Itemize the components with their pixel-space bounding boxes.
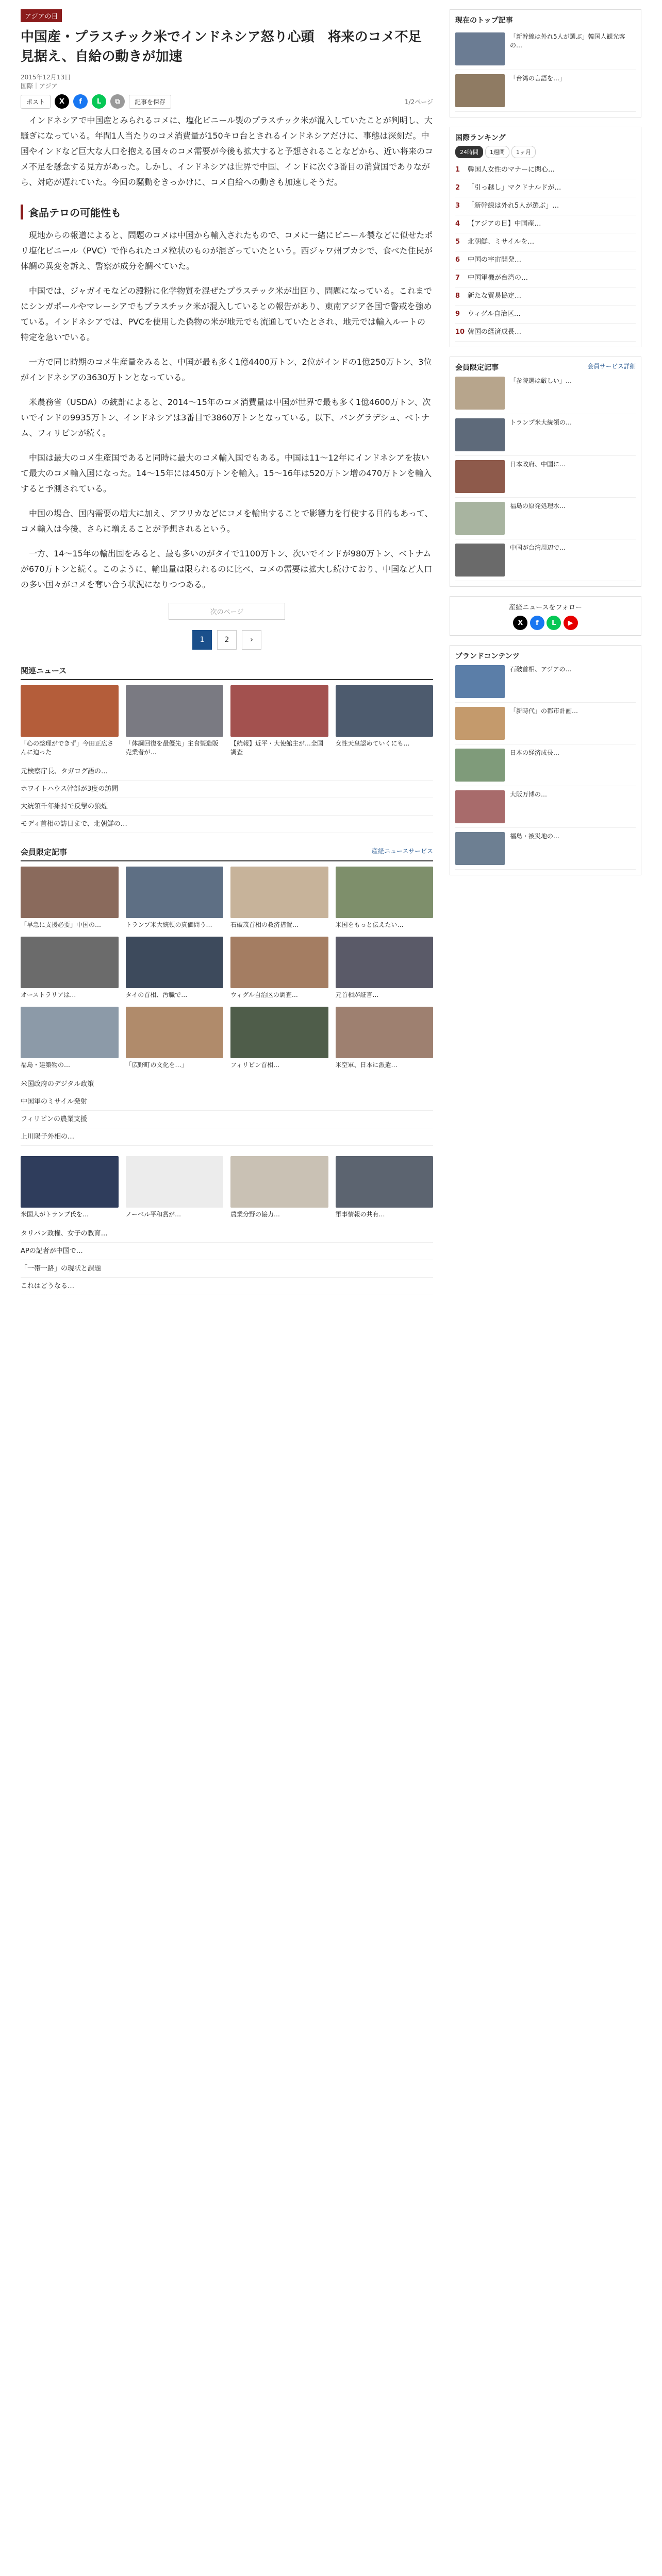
main-column — [21, 9, 433, 1295]
ranking-item[interactable]: 4 【アジアの目】中国産… — [455, 215, 636, 233]
grid-card[interactable]: 石破茂首相の救済措置… — [230, 867, 328, 929]
promo-grid — [21, 1156, 433, 1219]
sidebar — [450, 9, 641, 885]
ranking-item[interactable]: 2 「引っ越し」マクドナルドが… — [455, 179, 636, 197]
ranking-item[interactable]: 5 北朝鮮、ミサイルを… — [455, 233, 636, 251]
promo-item[interactable]: 「新時代」の都市計画… — [455, 703, 636, 744]
link-icon[interactable]: ⧉ — [110, 94, 125, 109]
article-category[interactable]: 国際｜アジア — [21, 82, 58, 90]
article-title: 中国産・プラスチック米でインドネシア怒り心頭 将来のコメ不足見据え、自給の動きが加速 — [21, 29, 422, 64]
list-item[interactable]: 米国政府のデジタル政策 — [21, 1076, 433, 1093]
promo-item[interactable]: 大阪万博の… — [455, 786, 636, 828]
list-item[interactable]: これはどうなる… — [21, 1278, 433, 1295]
top-news-item[interactable]: 「台湾の言語を…」 — [455, 70, 636, 112]
promo-box — [450, 645, 641, 875]
grid-card[interactable]: 「広野町の文化を…」 — [126, 1007, 224, 1070]
grid-card[interactable]: オーストラリアは… — [21, 937, 119, 999]
article-tag[interactable]: アジアの目 — [21, 9, 62, 22]
list-item[interactable]: 中国軍のミサイル発射 — [21, 1093, 433, 1111]
ranking-list — [455, 161, 636, 342]
paragraph: 米農務省（USDA）の統計によると、2014～15年のコメ消費量は中国が世界で最も多く1億4600万トン、次いでインドの9935万トン、インドネシアは3番目で3860万トンとなっている。以下、バングラデシュ、ベトナム、フィリピンが続く。 — [21, 397, 431, 438]
facebook-icon[interactable]: f — [530, 616, 544, 630]
top-news-item[interactable]: 「新幹線は外れ5人が選ぶ」韓国人観光客の… — [455, 28, 636, 70]
page-1[interactable]: 1 — [192, 630, 212, 650]
grid-card[interactable]: 米空軍、日本に派遣… — [336, 1007, 434, 1070]
save-button[interactable]: 記事を保存 — [129, 95, 171, 109]
tab-month[interactable]: 1ヶ月 — [511, 146, 536, 158]
next-page[interactable]: 次のページ — [21, 603, 433, 620]
related-header: 関連ニュース — [21, 662, 433, 680]
ranking-box — [450, 127, 641, 347]
ranking-tabs — [455, 146, 636, 158]
youtube-icon[interactable]: ▶ — [564, 616, 578, 630]
related-card[interactable]: 【続報】近平・大使館主が…全国調査 — [230, 685, 328, 757]
pagination — [21, 630, 433, 650]
list-item[interactable]: 上川陽子外相の… — [21, 1128, 433, 1146]
paragraph: 現地からの報道によると、問題のコメは中国から輸入されたもので、コメに一緒にビニール製などに似せたポリ塩化ビニール（PVC）で作られたコメ粒状のものが混ざっていたという。西ジャワ州ブカシで、食べた住民が体調の異変を訴え、警察が成分を調べていた。 — [21, 230, 433, 271]
ranking-head: 国際ランキング — [455, 134, 506, 142]
grid-texts — [21, 1076, 433, 1146]
article-body — [21, 113, 433, 592]
related-card[interactable]: 女性天皇認めていくにも… — [336, 685, 434, 757]
follow-box — [450, 596, 641, 636]
promo-card[interactable]: 農業分野の協力… — [230, 1156, 328, 1219]
member-item[interactable]: 「参院選は厳しい」… — [455, 372, 636, 414]
paragraph: 中国では、ジャガイモなどの澱粉に化学物質を混ぜたプラスチック米が出回り、問題になっている。これまでにシンガポールやマレーシアでもプラスチック米が混入しているとの報告があり、東南アジア各国で警戒を強めている。インドネシアでは、PVCを使用した偽物の米が地元でも流通していたとされ、地元では輸入ルートの特定を急いでいる。 — [21, 286, 432, 342]
post-button[interactable]: ポスト — [21, 95, 51, 109]
ranking-item[interactable]: 1 韓国人女性のマナーに関心… — [455, 161, 636, 179]
list-item[interactable]: タリバン政権、女子の教育… — [21, 1225, 433, 1243]
ranking-item[interactable]: 7 中国軍機が台湾の… — [455, 269, 636, 287]
promo-card[interactable]: 米国人がトランプ氏を… — [21, 1156, 119, 1219]
list-item[interactable]: 大統領千年維持で反撃の狼煙 — [21, 798, 433, 816]
recommend-header: 会員限定記事 産経ニュースサービス — [21, 843, 433, 861]
top-news-head: 現在のトップ記事 — [455, 16, 513, 25]
grid-card[interactable]: フィリピン首相… — [230, 1007, 328, 1070]
recommend-grid — [21, 867, 433, 1070]
list-item[interactable]: 元検察庁長、タガログ語の… — [21, 763, 433, 781]
promo-item[interactable]: 福島・被災地の… — [455, 828, 636, 870]
related-card[interactable]: 「体調回復を最優先」主食製造販売業者が… — [126, 685, 224, 757]
list-item[interactable]: ホワイトハウス幹部が3度の訪問 — [21, 781, 433, 798]
grid-card[interactable]: 「早急に支援必要」中国の… — [21, 867, 119, 929]
ranking-item[interactable]: 9 ウィグル自治区… — [455, 306, 636, 324]
tab-24h[interactable]: 24時間 — [455, 146, 483, 158]
follow-label: 産経ニュースをフォロー — [509, 604, 582, 612]
ranking-item[interactable]: 10 韓国の経済成長… — [455, 324, 636, 342]
article-date: 2015年12月13日 — [21, 74, 71, 81]
list-item[interactable]: 「一帯一路」の現状と課題 — [21, 1260, 433, 1278]
ranking-item[interactable]: 8 新たな貿易協定… — [455, 287, 636, 306]
ranking-item[interactable]: 3 「新幹線は外れ5人が選ぶ」… — [455, 197, 636, 215]
promo-head: ブランドコンテンツ — [455, 652, 520, 660]
x-icon[interactable]: X — [513, 616, 527, 630]
member-item[interactable]: 中国が台湾周辺で… — [455, 539, 636, 581]
grid-card[interactable]: 福島・建築物の… — [21, 1007, 119, 1070]
x-icon[interactable]: X — [55, 94, 69, 109]
facebook-icon[interactable]: f — [73, 94, 88, 109]
paragraph: 一方で同じ時期のコメ生産量をみると、中国が最も多く1億4400万トン、2位がインドの1億250万トン、3位がインドネシアの3630万トンとなっている。 — [21, 357, 432, 382]
promo-card[interactable]: ノーベル平和賞が… — [126, 1156, 224, 1219]
list-item[interactable]: APの記者が中国で… — [21, 1243, 433, 1260]
list-item[interactable]: フィリピンの農業支援 — [21, 1111, 433, 1128]
ranking-item[interactable]: 6 中国の宇宙開発… — [455, 251, 636, 269]
promo-item[interactable]: 石破首相、アジアの… — [455, 661, 636, 703]
member-item[interactable]: トランプ米大統領の… — [455, 414, 636, 456]
promo-card[interactable]: 軍事情報の共有… — [336, 1156, 434, 1219]
list-item[interactable]: モディ首相の訪日まで、北朝鮮の… — [21, 816, 433, 833]
grid-card[interactable]: トランプ米大統領の真価問う… — [126, 867, 224, 929]
member-box — [450, 357, 641, 587]
paragraph: 中国は最大のコメ生産国であると同時に最大のコメ輸入国でもある。中国は11～12年にインドネシアを抜いて最大のコメ輸入国になった。14～15年には450万トンを輸入。15～16年は520万トン増の470万トンを輸入すると予測されている。 — [21, 453, 432, 494]
related-grid — [21, 685, 433, 757]
member-more[interactable]: 会員サービス詳細 — [587, 363, 636, 370]
paragraph: 中国の場合、国内需要の増大に加え、アフリカなどにコメを輸出することで影響力を行使する目的もあって、コメ輸入は今後、さらに増えることが予想されるという。 — [21, 509, 433, 534]
grid-card[interactable]: 元首相が証言… — [336, 937, 434, 999]
line-icon[interactable]: L — [92, 94, 106, 109]
section-heading: 食品テロの可能性も — [21, 205, 433, 219]
paragraph: インドネシアで中国産とみられるコメに、塩化ビニール製のプラスチック米が混入していたことが判明し、大騒ぎになっている。年間1人当たりのコメ消費量が150キロ台とされるインドネシアだけに、事態は深刻だ。中国やインドなど巨大な人口を抱える国々のコメ需要が今後も拡大すると予想されることなどから、近い将来のコメ不足を懸念する見方があった。しかし、インドネシアは世界で中国、インドに次ぐ3番目の消費国でありながら、対応が遅れていた。今回の騒動をきっかけに、コメ自給への動きも加速しそうだ。 — [21, 115, 434, 187]
member-item[interactable]: 福島の原発処理水… — [455, 498, 636, 539]
line-icon[interactable]: L — [547, 616, 561, 630]
related-card[interactable]: 「心の整理ができず」今田正広さんに迫った — [21, 685, 119, 757]
page-indicator: 1/2ページ — [404, 98, 433, 106]
promo-item[interactable]: 日本の経済成長… — [455, 744, 636, 786]
more-texts — [21, 1225, 433, 1295]
grid-card[interactable]: タイの首相、汚職で… — [126, 937, 224, 999]
share-row — [21, 94, 433, 109]
tab-week[interactable]: 1週間 — [485, 146, 509, 158]
grid-card[interactable]: ウィグル自治区の調査… — [230, 937, 328, 999]
grid-card[interactable]: 米国をもっと伝えたい… — [336, 867, 434, 929]
related-texts — [21, 763, 433, 833]
paragraph: 一方、14～15年の輸出国をみると、最も多いのがタイで1100万トン、次いでインドが980万トン、ベトナムが670万トンと続く。このように、輸出量は限られるのに比べ、コメの需要は拡大し続けており、中国など人口の多い国々がコメを奪い合う状況になりつつある。 — [21, 549, 433, 589]
page-2[interactable]: 2 — [217, 630, 237, 650]
top-news-box — [450, 9, 641, 117]
next-arrow[interactable]: › — [242, 630, 261, 650]
member-head: 会員限定記事 — [455, 364, 499, 372]
member-item[interactable]: 日本政府、中国に… — [455, 456, 636, 498]
